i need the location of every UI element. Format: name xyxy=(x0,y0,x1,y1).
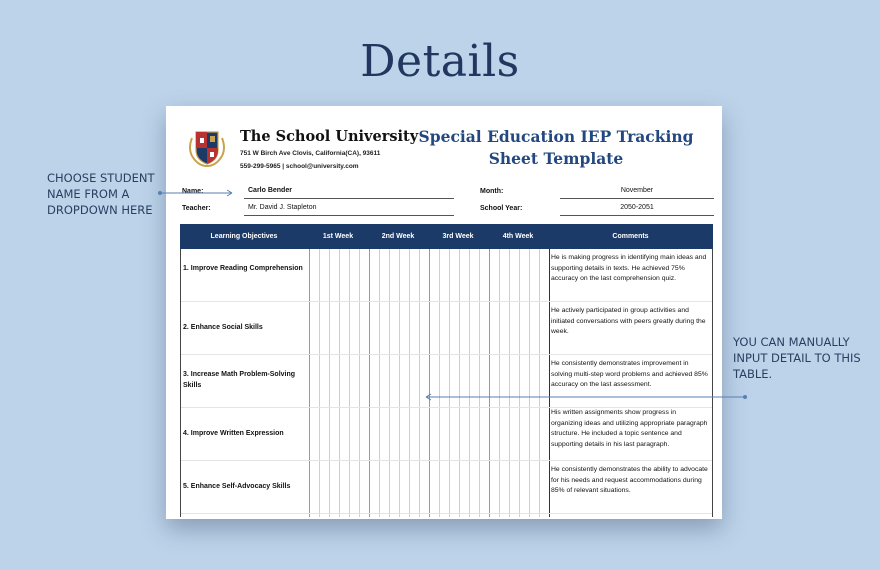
objective-cell[interactable]: 1. Improve Reading Comprehension xyxy=(183,265,303,272)
school-year-field[interactable]: 2050-2051 xyxy=(560,203,714,216)
callout-student-name: CHOOSE STUDENT NAME FROM A DROPDOWN HERE xyxy=(47,171,155,217)
name-label: Name: xyxy=(182,188,204,195)
school-contact: 559-299-5965 | school@university.com xyxy=(240,163,359,170)
header-comments: Comments xyxy=(612,233,649,240)
month-label: Month: xyxy=(480,188,504,195)
table-row xyxy=(181,302,712,355)
table-header xyxy=(180,224,713,249)
header-week-2: 2nd Week xyxy=(381,233,415,240)
table-row xyxy=(181,355,712,408)
objective-cell[interactable]: 4. Improve Written Expression xyxy=(183,430,284,437)
school-name: The School University xyxy=(240,128,419,145)
objective-cell[interactable]: 3. Increase Math Problem-Solving Skills xyxy=(183,371,296,389)
comment-cell[interactable]: He actively participated in group activities and initiated conversations with peers greatly during the week. xyxy=(551,307,706,335)
teacher-field[interactable]: Mr. David J. Stapleton xyxy=(244,203,454,216)
teacher-label: Teacher: xyxy=(182,205,211,212)
iep-tracking-sheet xyxy=(166,106,722,519)
document-title: Special Education IEP Tracking Sheet Template xyxy=(418,127,694,168)
table-row xyxy=(181,408,712,461)
school-year-label: School Year: xyxy=(480,205,523,212)
objective-cell[interactable]: 2. Enhance Social Skills xyxy=(183,324,263,331)
header-week-3: 3rd Week xyxy=(442,233,474,240)
objective-cell[interactable]: 5. Enhance Self-Advocacy Skills xyxy=(183,483,291,490)
header-week-4: 4th Week xyxy=(502,233,534,240)
comment-cell[interactable]: He consistently demonstrates the ability to advocate for his needs and request accommodations during 85% of relevant situations. xyxy=(551,466,708,494)
arrow-dot-right xyxy=(743,395,747,399)
table-body xyxy=(180,249,713,517)
comment-cell[interactable]: He consistently demonstrates improvement in solving multi-step word problems and achieved 85% accuracy on the last assessment. xyxy=(551,360,708,388)
table-row xyxy=(181,249,712,302)
page-title: Details xyxy=(360,36,520,87)
callout-manual-input: YOU CAN MANUALLY INPUT DETAIL TO THIS TABLE. xyxy=(733,335,861,381)
school-address: 751 W Birch Ave Clovis, California(CA), 93611 xyxy=(240,150,381,157)
month-field[interactable]: November xyxy=(560,186,714,199)
table-row xyxy=(181,461,712,514)
header-week-1: 1st Week xyxy=(322,233,354,240)
comment-cell[interactable]: He is making progress in identifying main ideas and supporting details in texts. He achieved 75% accuracy on the last comprehension quiz. xyxy=(551,254,707,282)
student-name-dropdown[interactable]: Carlo Bender xyxy=(244,186,454,199)
school-crest-logo xyxy=(184,126,230,172)
comment-cell[interactable]: His written assignments show progress in organizing ideas and utilizing appropriate paragraph structure. He included a topic sentence and supporting details in his last paragraph. xyxy=(551,409,708,448)
header-learning-objectives: Learning Objectives xyxy=(210,233,278,240)
